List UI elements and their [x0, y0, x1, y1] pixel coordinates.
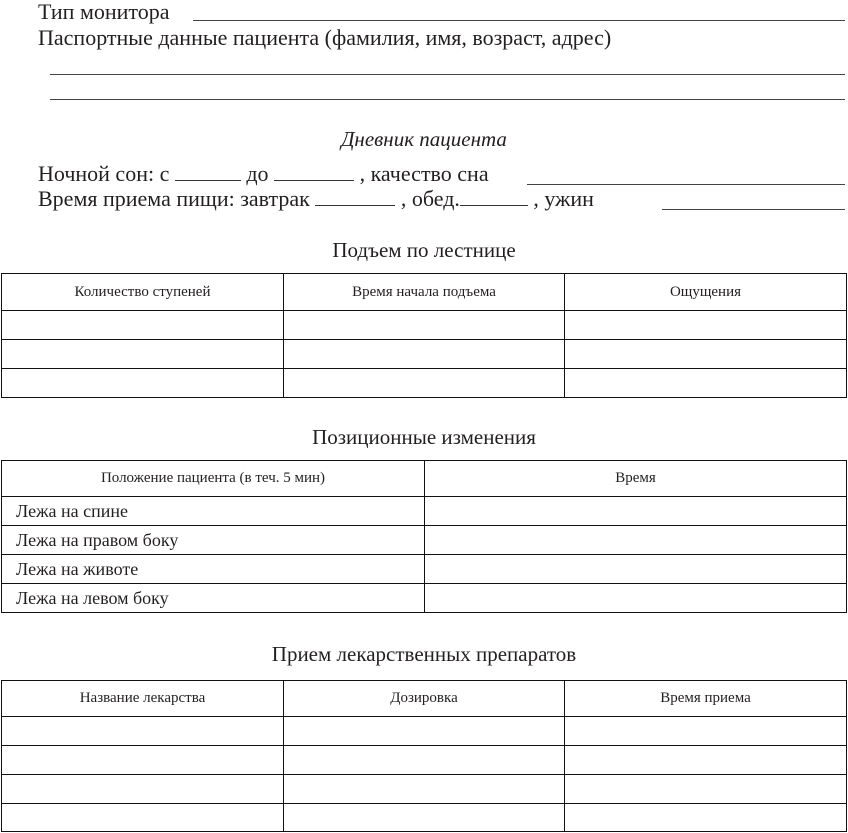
position-label: Лежа на правом боку [2, 526, 425, 555]
table-cell[interactable] [284, 746, 565, 775]
table-row [2, 497, 847, 526]
monitor-type-field[interactable] [193, 20, 845, 21]
table-cell[interactable] [565, 775, 847, 804]
stairs-header-row [2, 274, 847, 311]
stairs-col-start-time: Время начала подъема [284, 274, 565, 311]
stairs-table [1, 273, 847, 398]
table-cell[interactable] [565, 804, 847, 832]
positions-title: Позиционные изменения [312, 425, 536, 449]
table-cell[interactable] [284, 717, 565, 746]
diary-title: Дневник пациента [341, 127, 507, 151]
monitor-type-label: Тип монитора [38, 0, 170, 24]
sleep-to-field[interactable] [274, 162, 354, 181]
sleep-quality-label: , качество сна [359, 161, 489, 186]
positions-col-time: Время [425, 461, 847, 497]
passport-field-line-2[interactable] [50, 99, 845, 100]
medications-table [1, 680, 847, 832]
stairs-col-steps: Количество ступеней [2, 274, 284, 311]
positions-table [1, 460, 847, 613]
stairs-col-sensations: Ощущения [565, 274, 847, 311]
table-cell[interactable] [2, 775, 284, 804]
table-row [2, 526, 847, 555]
table-cell[interactable] [284, 340, 565, 369]
meals-row [38, 187, 594, 211]
position-label: Лежа на животе [2, 555, 425, 584]
table-cell[interactable] [2, 746, 284, 775]
table-cell[interactable] [565, 340, 847, 369]
positions-header-row [2, 461, 847, 497]
table-cell[interactable] [2, 369, 284, 398]
table-row [2, 340, 847, 369]
dinner-label: , ужин [533, 186, 594, 211]
positions-col-position: Положение пациента (в теч. 5 мин) [2, 461, 425, 497]
table-row [2, 311, 847, 340]
table-cell[interactable] [284, 775, 565, 804]
medications-header-row [2, 681, 847, 717]
position-time-cell[interactable] [425, 584, 847, 613]
table-cell[interactable] [2, 804, 284, 832]
sleep-to-label: до [246, 161, 269, 186]
table-row [2, 369, 847, 398]
dinner-field[interactable] [662, 209, 845, 210]
passport-field-line-1[interactable] [50, 74, 845, 75]
table-row [2, 717, 847, 746]
lunch-field[interactable] [460, 187, 528, 206]
stairs-title: Подъем по лестнице [332, 238, 516, 262]
medications-title: Прием лекарственных препаратов [271, 642, 577, 666]
passport-label: Паспортные данные пациента (фамилия, имя, возраст, адрес) [38, 25, 612, 50]
position-time-cell[interactable] [425, 497, 847, 526]
table-cell[interactable] [2, 717, 284, 746]
breakfast-label: Время приема пищи: завтрак [38, 186, 310, 211]
sleep-row [38, 162, 489, 186]
monitor-type-row [38, 0, 170, 24]
table-cell[interactable] [2, 311, 284, 340]
breakfast-field[interactable] [315, 187, 395, 206]
position-label: Лежа на спине [2, 497, 425, 526]
position-time-cell[interactable] [425, 526, 847, 555]
sleep-from-field[interactable] [175, 162, 241, 181]
position-time-cell[interactable] [425, 555, 847, 584]
table-cell[interactable] [284, 311, 565, 340]
sleep-quality-field[interactable] [527, 184, 845, 185]
medications-col-dosage: Дозировка [284, 681, 565, 717]
table-row [2, 555, 847, 584]
table-cell[interactable] [565, 746, 847, 775]
medications-col-name: Название лекарства [2, 681, 284, 717]
sleep-label: Ночной сон: с [38, 161, 170, 186]
table-cell[interactable] [565, 369, 847, 398]
lunch-label: , обед. [400, 186, 460, 211]
table-row [2, 584, 847, 613]
table-cell[interactable] [565, 311, 847, 340]
position-label: Лежа на левом боку [2, 584, 425, 613]
table-row [2, 804, 847, 832]
table-cell[interactable] [284, 369, 565, 398]
table-cell[interactable] [565, 717, 847, 746]
table-cell[interactable] [284, 804, 565, 832]
table-cell[interactable] [2, 340, 284, 369]
table-row [2, 775, 847, 804]
medications-col-time: Время приема [565, 681, 847, 717]
table-row [2, 746, 847, 775]
